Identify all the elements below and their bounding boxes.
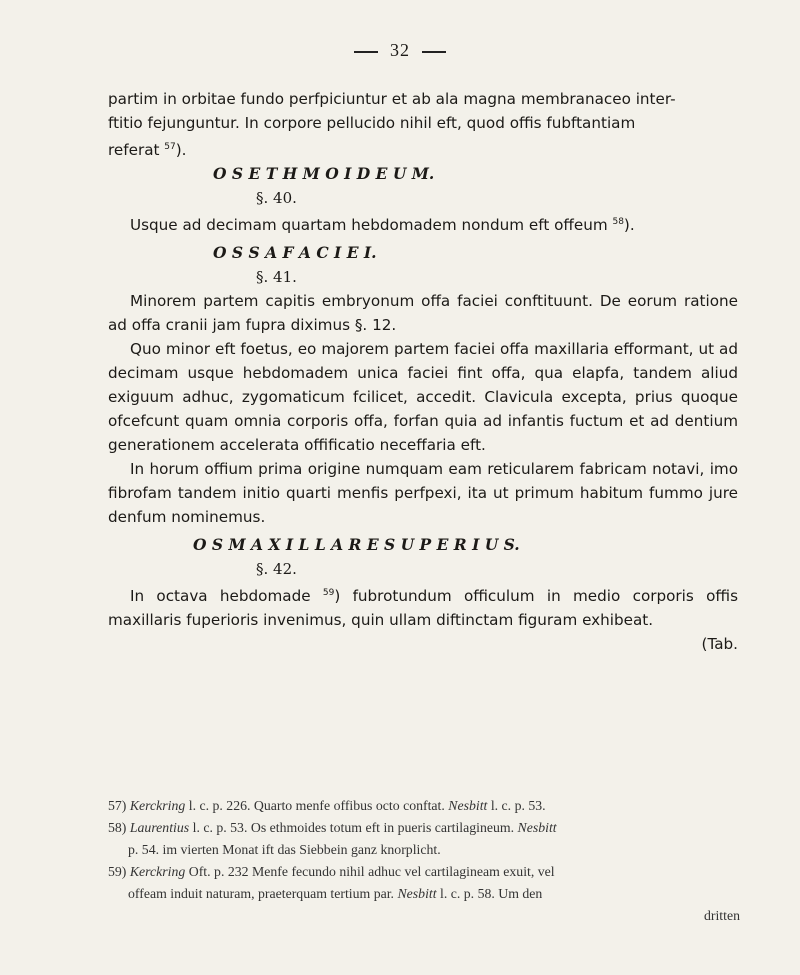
- footnote-57: 57) Kerckring l. c. p. 226. Quarto menfe offibus octo conftat. Nesbitt l. c. p. 53.: [108, 798, 546, 813]
- heading-os-maxillare-superius: O S M A X I L L A R E S U P E R I U S.: [193, 535, 520, 555]
- opening-line-2: ftitio fejunguntur. In corpore pellucido nihil eft, quod offis fubftantiam: [108, 114, 636, 132]
- section-42: §. 42.: [256, 560, 297, 579]
- running-head: [0, 40, 800, 61]
- footnote-58: 58) Laurentius l. c. p. 53. Os ethmoides totum eft in pueris cartilagineum. Nesbitt: [108, 820, 557, 835]
- paragraph-42: In octava hebdomade $^{59}$) fubrotundum officulum in medio corporis offis maxillaris fuperioris invenimus, quin ullam diftinctam figuram exhibeat.: [108, 587, 738, 630]
- dash-left: [354, 51, 378, 53]
- footnotes: [108, 795, 740, 927]
- footnote-58-continued: p. 54. im vierten Monat ift das Siebbein ganz knorplicht.: [128, 842, 441, 857]
- opening-line-1: partim in orbitae fundo perfpiciuntur et ab ala magna membranaceo inter-: [108, 90, 676, 108]
- paragraph-41a: Minorem partem capitis embryonum offa faciei conftituunt. De eorum ratione ad offa cranii jam fupra diximus §. 12.: [108, 292, 738, 335]
- section-40: §. 40.: [256, 189, 297, 208]
- footnote-catchword: dritten: [703, 908, 740, 923]
- footnote-ref-58: 58: [612, 217, 624, 228]
- catchword: (Tab.: [701, 635, 738, 654]
- footnote-59: 59) Kerckring Oft. p. 232 Menfe fecundo nihil adhuc vel cartilagineam exuit, vel: [108, 864, 555, 879]
- footnote-ref-57: 57: [164, 142, 176, 152]
- dash-right: [422, 51, 446, 53]
- paragraph-40: Usque ad decimam quartam hebdomadem nondum eft offeum $^{58}$).: [130, 216, 635, 235]
- footnote-ref-59: 59: [322, 588, 335, 599]
- heading-ossa-faciei: O S S A F A C I E I.: [213, 243, 377, 263]
- main-text: [108, 87, 738, 656]
- opening-line-3: referat $^{57}$).: [108, 141, 187, 160]
- paragraph-41b: Quo minor eft foetus, eo majorem partem faciei offa maxillaria efformant, ut ad decimam usque hebdomadem unica faciei fint offa, qua elapfa, tandem aliud exiguum adhuc, zygomaticum fcilicet, accedit. Clavicula excepta, prius quoque ofcefcunt quam omnia corporis offa, forfan quia ad infantis fuctum et ad dentium generationem accelerata offificatio neceffaria eft.: [108, 340, 738, 455]
- heading-os-ethmoideum: O S E T H M O I D E U M.: [213, 164, 435, 184]
- section-41: §. 41.: [256, 268, 297, 287]
- footnote-59-continued: offeam induit naturam, praeterquam tertium par. Nesbitt l. c. p. 58. Um den: [128, 886, 543, 901]
- paragraph-41c: In horum offium prima origine numquam eam reticularem fabricam notavi, imo fibrofam tandem initio quarti menfis perfpexi, ita ut primum habitum fummo jure denfum nominemus.: [108, 460, 738, 527]
- page-number: 32: [390, 40, 410, 60]
